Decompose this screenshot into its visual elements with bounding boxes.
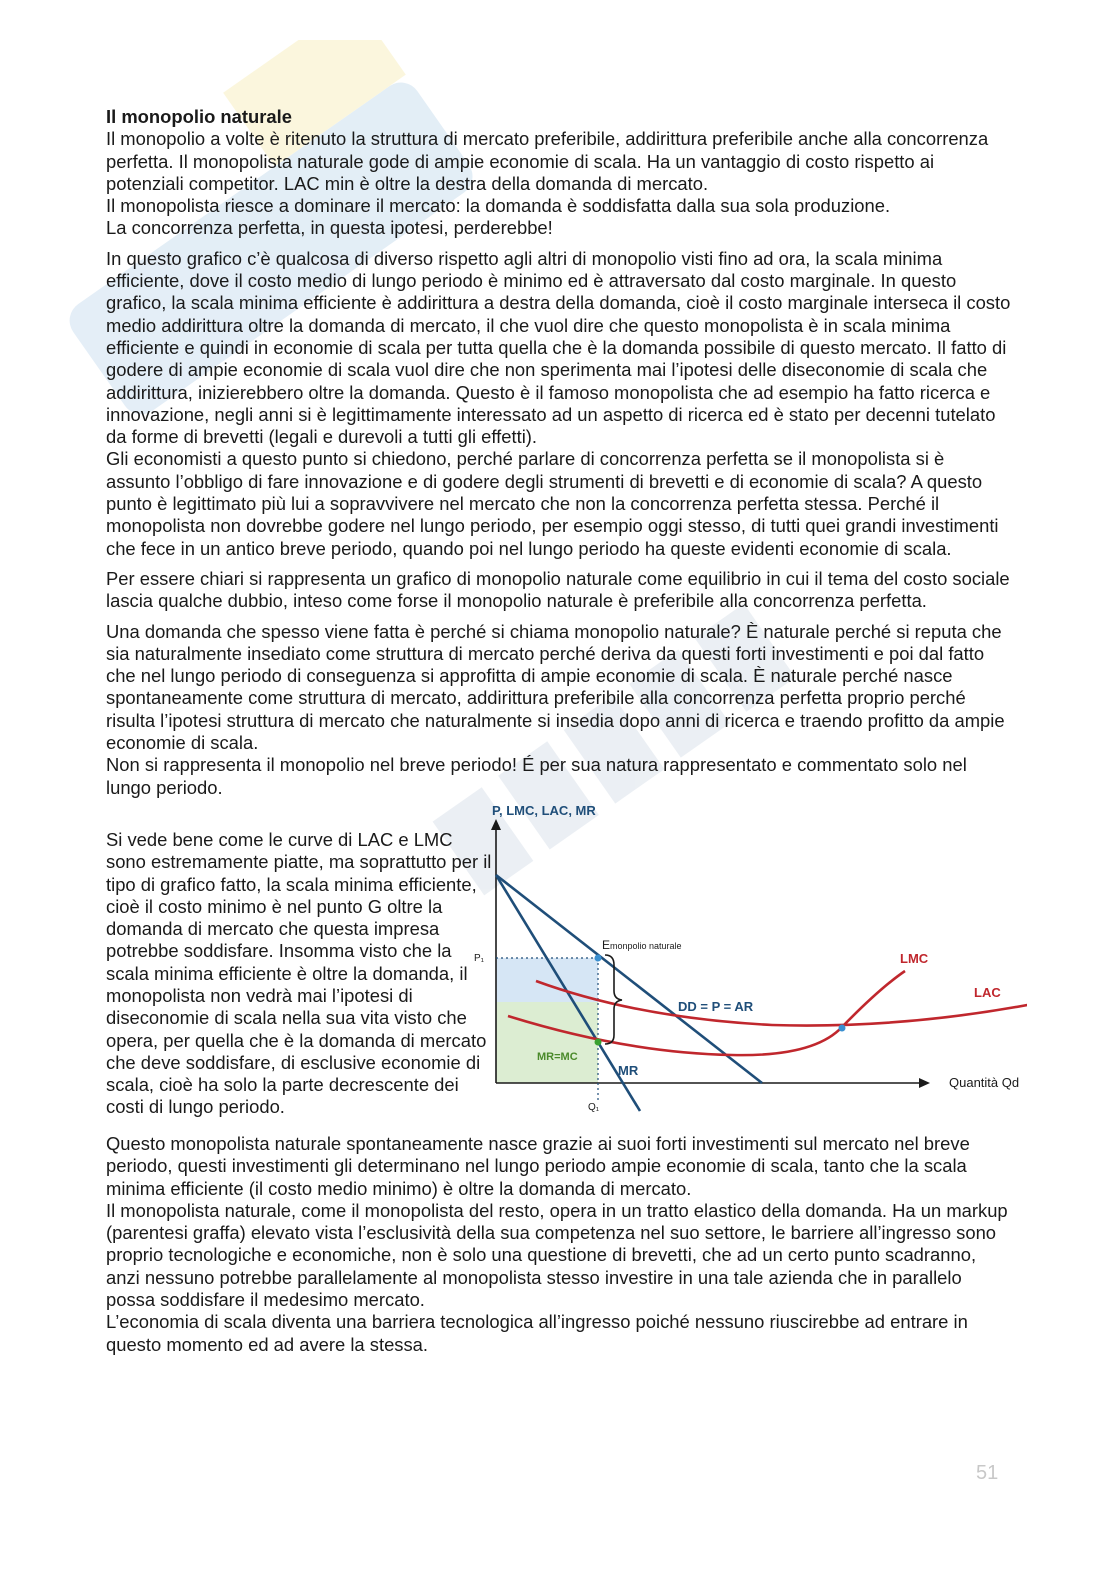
demand-label: DD = P = AR [678, 998, 754, 1014]
paragraph-10: Il monopolista naturale, come il monopolista del resto, opera in un tratto elastico della domanda. Ha un markup (parentesi graffa) elevato vista l’esclusività della sua competenza nel suo settore, le barriere all’ingresso sono proprio tecnologiche e economiche, non è solo una questione di brevetti, che ad un certo punto scadranno, anzi nessuno potrebbe parallelamente al monopolista stesso investire in una tale azienda che in parallelo possa soddisfare il medesimo mercato. [106, 1199, 1008, 1310]
paragraph-1: Il monopolio a volte è ritenuto la struttura di mercato preferibile, addirittura preferibile anche alla concorrenza perfetta. Il monopolista naturale gode di ampie economie di scala. Ha un vantaggio di costo rispetto ai potenziali competitor. LAC min è oltre la destra della domanda di mercato. [106, 128, 989, 194]
paragraph-4: In questo grafico c’è qualcosa di diverso rispetto agli altri di monopolio visti fino ad ora, la scala minima efficiente, dove il costo medio di lungo periodo è minimo ed è attraversato dal costo marginale. In questo grafico, la scala minima efficiente è addirittura a destra della domanda, cioè il costo marginale interseca il costo medio addirittura oltre la domanda di mercato, il che vuol dire che questo monopolista è in scala minima efficiente e quindi in economie di scala per tutta quella che è la domanda possibile di questo mercato. Il fatto di godere di ampie economie di scala vuol dire che non sperimenta mai l’ipotesi delle diseconomie di scala che addirittura, inizierebbero oltre la domanda. Questo è il famoso monopolista che ad esempio ha fatto ricerca e innovazione, negli anni si è legittimamente interessato ad un aspetto di ricerca ed è stato per decenni tutelato da forme di brevetti (legali e durevoli a tutti gli effetti). [106, 247, 1011, 448]
paragraph-3: La concorrenza perfetta, in questa ipotesi, perderebbe! [106, 217, 553, 239]
lmc-label: LMC [900, 950, 929, 966]
mr-mc-point [595, 1038, 602, 1045]
chart-svg [462, 803, 1027, 1133]
paragraph-11: L’economia di scala diventa una barriera tecnologica all’ingresso poiché nessuno riuscirebbe ad entrare in questo momento ed ad avere la stessa. [106, 1311, 968, 1355]
natural-monopoly-chart [462, 802, 1020, 1133]
mr-mc-label: MR=MC [537, 1050, 578, 1063]
equilibrium-label: Emonpolio naturale [602, 937, 682, 952]
paragraph-9: Questo monopolista naturale spontaneamente nasce grazie ai suoi forti investimenti sul mercato nel breve periodo, questi investimenti gli determinano nel lungo periodo ampie economie di scala, tanto che la scala minima efficiente (il costo medio minimo) è oltre la domanda di mercato. [106, 1132, 970, 1199]
y-axis-label: P, LMC, LAC, MR [492, 802, 596, 818]
paragraph-5: Gli economisti a questo punto si chiedono, perché parlare di concorrenza perfetta se il monopolista si è assunto l’obbligo di fare innovazione e di godere degli strumenti di brevetti e di economie di scala? A questo punto è legittimato più lui a sopravvivere nel mercato che non la concorrenza perfetta stessa. Perché il monopolista non dovrebbe godere nel lungo periodo, per esempio oggi stesso, di tutti quei grandi investimenti che fece in un antico breve periodo, quando poi nel lungo periodo ha queste evidenti economie di scala. [106, 448, 999, 559]
paragraph-6: Per essere chiari si rappresenta un grafico di monopolio naturale come equilibrio in cui il tema del costo sociale lascia qualche dubbio, inteso come forse il monopolio naturale è preferibile alla concorrenza perfetta. [106, 567, 1010, 612]
markup-brace [605, 955, 622, 1044]
document-body [106, 106, 1020, 1356]
lac-curve [536, 981, 1027, 1026]
paragraph-2: Il monopolista riesce a dominare il mercato: la domanda è soddisfatta dalla sua sola produzione. [106, 195, 891, 217]
min-efficient-scale-point [839, 1024, 846, 1031]
mr-label: MR [618, 1062, 639, 1078]
cost-area [496, 1002, 598, 1083]
p1-label: P₁ [474, 952, 485, 964]
equilibrium-point [595, 954, 602, 961]
paragraph-8: Non si rappresenta il monopolio nel breve periodo! É per sua natura rappresentato e commentato solo nel lungo periodo. [106, 754, 967, 798]
paragraph-7: Una domanda che spesso viene fatta è perché si chiama monopolio naturale? È naturale perché si reputa che sia naturalmente insediato come struttura di mercato perché deriva da questi forti investimenti e poi dal fatto che nel lungo periodo di conseguenza si approfitta di ampie economie di scala. È naturale perché nasce spontaneamente come struttura di mercato, addirittura preferibile alla concorrenza perfetta proprio perché risulta l’ipotesi struttura di mercato che naturalmente si insedia dopo anni di ricerca e traendo profitto da ampie economie di scala. [106, 620, 1005, 754]
lac-label: LAC [974, 984, 1001, 1000]
x-axis-arrow [919, 1078, 930, 1088]
q1-label: Q₁ [588, 1101, 600, 1113]
section-title: Il monopolio naturale [106, 106, 292, 127]
x-axis-label: Quantità Qd [949, 1074, 1020, 1090]
text-figure-row [106, 802, 1020, 1133]
page-number: 51 [976, 1462, 999, 1484]
figure-commentary: Si vede bene come le curve di LAC e LMC sono estremamente piatte, ma soprattutto per il tipo di grafico fatto, la scala minima efficiente, cioè il costo minimo è nel punto G oltre la domanda di mercato che questa impresa potrebbe soddisfare. Insomma visto che la scala minima efficiente è oltre la domanda, il monopolista non vedrà mai l’ipotesi di diseconomie di scala nella sua vita visto che opera, per quella che è la domanda di mercato che deve soddisfare, di esclusive economie di scala, cioè ha solo la parte decrescente dei costi di lungo periodo. [106, 828, 492, 1118]
y-axis-arrow [491, 819, 501, 830]
